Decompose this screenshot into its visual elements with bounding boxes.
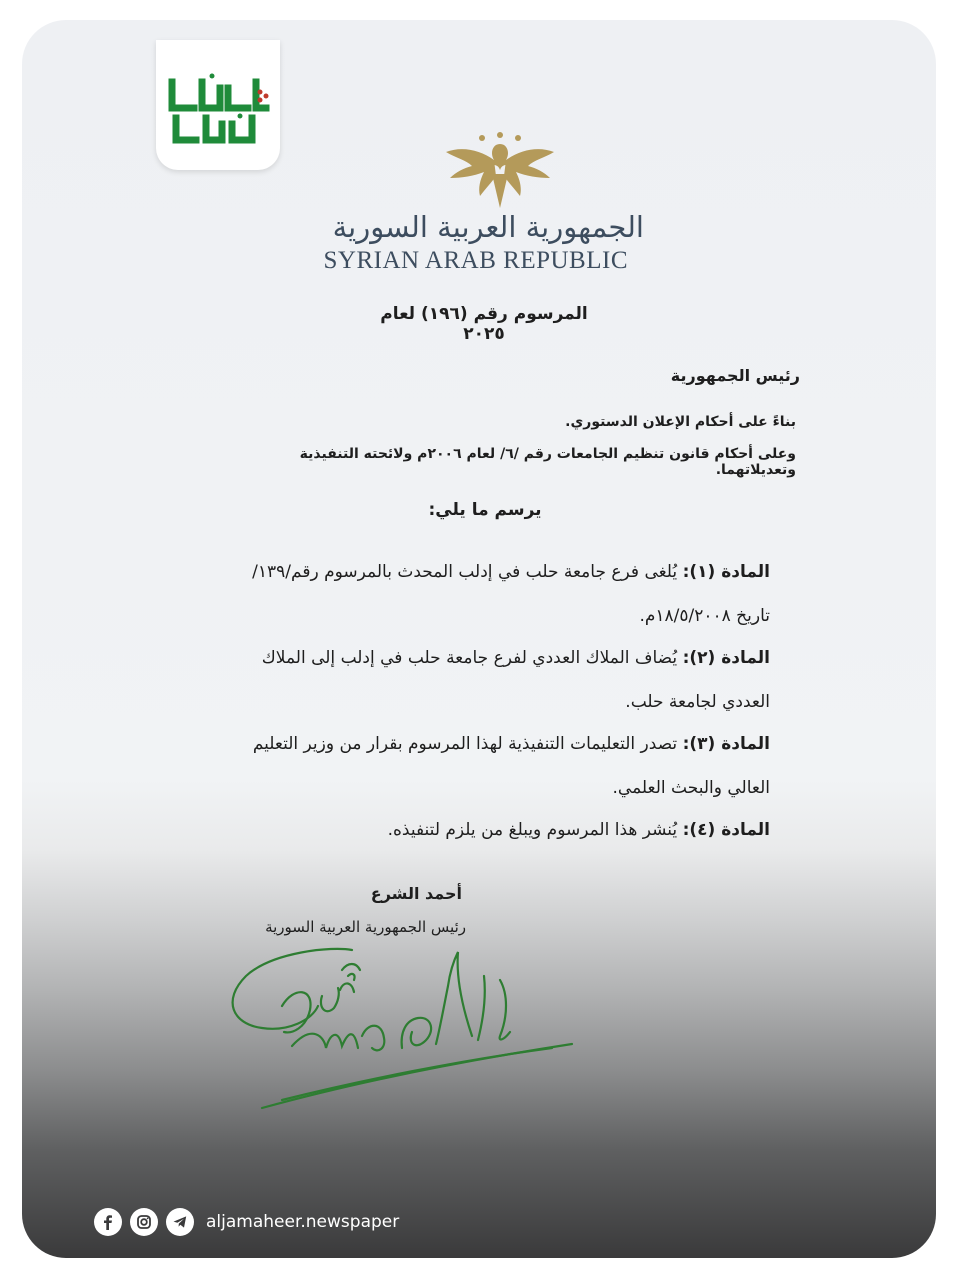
- article-2: [236, 636, 770, 724]
- article-label: المادة (١):: [682, 562, 770, 582]
- president-heading: رئيس الجمهورية: [670, 366, 800, 385]
- article-3: [236, 722, 770, 810]
- newspaper-logo[interactable]: [156, 40, 280, 170]
- article-label: المادة (٣):: [682, 734, 770, 754]
- decrees-line: يرسم ما يلي:: [428, 500, 542, 520]
- article-4: [236, 808, 770, 852]
- article-text: يُنشر هذا المرسوم ويبلغ من يلزم لتنفيذه.: [387, 820, 678, 840]
- facebook-icon[interactable]: [94, 1208, 122, 1236]
- social-handle[interactable]: aljamaheer.newspaper: [206, 1212, 400, 1232]
- article-label: المادة (٢):: [682, 648, 770, 668]
- legal-basis-2: وعلى أحكام قانون تنظيم الجامعات رقم /٦/ لعام ٢٠٠٦م ولائحته التنفيذية وتعديلاتهما.: [299, 446, 796, 478]
- decree-title: المرسوم رقم (١٩٦) لعام ٢٠٢٥: [380, 304, 588, 344]
- signature-image: [222, 936, 582, 1116]
- logo-mark: [156, 40, 280, 170]
- article-text: يُلغى فرع جامعة حلب في إدلب المحدث بالمرسوم رقم/١٣٩/تاريخ ١٨/٥/٢٠٠٨م.: [252, 562, 770, 626]
- article-1: [236, 550, 770, 638]
- article-text: يُضاف الملاك العددي لفرع جامعة حلب في إدلب إلى الملاك العددي لجامعة حلب.: [261, 648, 770, 712]
- instagram-glyph: [136, 1214, 152, 1230]
- article-label: المادة (٤):: [682, 820, 770, 840]
- footer-social-bar: [94, 1206, 399, 1238]
- article-text: تصدر التعليمات التنفيذية لهذا المرسوم بقرار من وزير التعليم العالي والبحث العلمي.: [252, 734, 770, 798]
- instagram-icon[interactable]: [130, 1208, 158, 1236]
- facebook-glyph: [100, 1214, 116, 1230]
- telegram-glyph: [172, 1214, 188, 1230]
- signer-title: رئيس الجمهورية العربية السورية: [265, 918, 466, 936]
- legal-basis-1: بناءً على أحكام الإعلان الدستوري.: [565, 414, 796, 430]
- signer-name: أحمد الشرع: [370, 884, 462, 903]
- eagle-emblem-icon: [440, 130, 560, 210]
- document-card: [22, 20, 936, 1258]
- country-name-english: SYRIAN ARAB REPUBLIC: [323, 247, 628, 274]
- country-name-arabic: الجمهورية العربية السورية: [332, 210, 644, 244]
- telegram-icon[interactable]: [166, 1208, 194, 1236]
